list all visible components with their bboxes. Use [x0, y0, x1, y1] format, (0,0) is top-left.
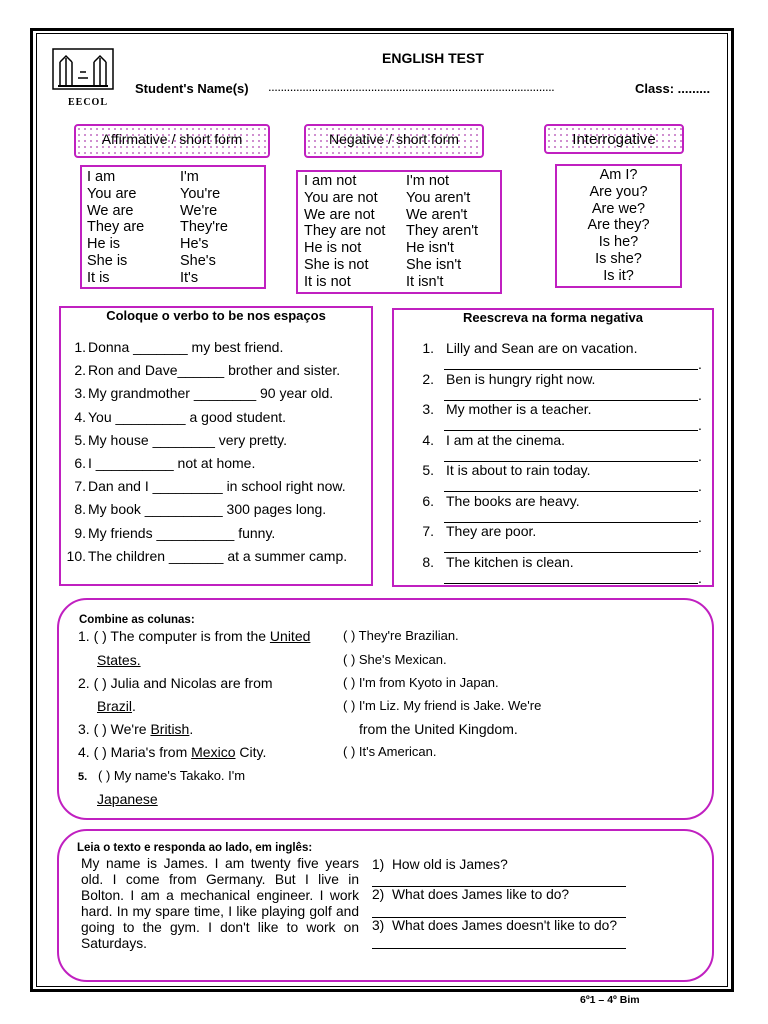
list-item [398, 523, 708, 554]
list-item [62, 362, 368, 385]
item-text: Lilly and Sean are on vacation. [446, 340, 638, 356]
negative-short: We aren't [406, 206, 468, 223]
list-item [62, 385, 368, 408]
item-number: 4. [74, 408, 86, 425]
negative-full: We are not [304, 206, 375, 223]
test-title: ENGLISH TEST [382, 50, 484, 66]
item-number: 7. [74, 478, 86, 495]
item-text: They are poor. [446, 523, 537, 539]
negative-short-column [406, 173, 478, 291]
match-right-item-4-cont: from the United Kingdom. [359, 721, 518, 737]
negative-short: I'm not [406, 173, 450, 189]
match-left-item-3[interactable] [78, 721, 193, 737]
match-title: Combine as colunas: [79, 614, 195, 626]
interrogative-item: Are you? [589, 183, 648, 200]
item-text[interactable]: Donna _______ my best friend. [88, 339, 284, 355]
student-name-field[interactable]: ............................................................................................ [268, 79, 555, 94]
list-item [398, 432, 708, 463]
item-number: 2. [74, 362, 86, 379]
match-left-item-4[interactable] [78, 744, 266, 760]
item-number: 8. [74, 501, 86, 518]
affirmative-short: It's [180, 269, 199, 286]
interrogative-item: Are we? [591, 200, 646, 217]
interrogative-item: Is it? [603, 267, 634, 284]
item-text[interactable]: My friends __________ funny. [88, 524, 276, 541]
negative-short: He isn't [406, 240, 454, 257]
list-item [398, 554, 708, 585]
negative-title: Negative / short form [304, 124, 484, 158]
question-text: What does James like to do? [391, 887, 570, 902]
item-text: Ben is hungry right now. [446, 370, 596, 387]
item-text: The books are heavy. [446, 492, 580, 509]
item-number: 2. [422, 370, 434, 387]
question-number: 2) [372, 887, 385, 902]
country-word: States. [97, 652, 141, 668]
item-text: The kitchen is clean. [446, 553, 574, 570]
interrogative-item: Are they? [587, 217, 650, 234]
negative-short: They aren't [406, 223, 479, 240]
match-right-item-2[interactable]: ( ) She's Mexican. [343, 652, 447, 667]
affirmative-full: She is [87, 252, 128, 269]
item-text[interactable]: You _________ a good student. [88, 408, 287, 425]
item-number: 1. [422, 340, 434, 356]
negative-full: They are not [304, 223, 386, 240]
item-text: I am at the cinema. [446, 431, 566, 448]
affirmative-short-column [180, 169, 228, 287]
verb-to-be-title: Coloque o verbo to be nos espaços [106, 308, 326, 323]
footer-class-term: 6º1 – 4º Bim [580, 994, 640, 1006]
item-text[interactable]: Dan and I _________ in school right now. [88, 478, 346, 495]
negative-rewrite-title: Reescreva na forma negativa [463, 310, 643, 325]
item-text: My mother is a teacher. [446, 401, 592, 417]
end-dot: . [698, 508, 702, 525]
interrogative-item: Is she? [595, 250, 642, 267]
match-left-item-2[interactable] [78, 675, 273, 691]
verb-to-be-list [62, 339, 368, 571]
end-dot: . [698, 356, 702, 372]
match-right-item-3[interactable]: ( ) I'm from Kyoto in Japan. [343, 675, 499, 690]
item-number: 3. [422, 401, 434, 417]
interrogative-item: Is he? [598, 234, 639, 251]
item-text: City. [235, 744, 267, 760]
affirmative-full: He is [87, 236, 121, 253]
list-item [398, 493, 708, 524]
affirmative-title: Affirmative / short form [74, 124, 270, 158]
list-item [62, 548, 368, 571]
match-left-item-5-cont [97, 791, 158, 807]
affirmative-short: She's [180, 252, 216, 269]
question-number: 3) [372, 918, 385, 933]
item-text[interactable]: My grandmother ________ 90 year old. [88, 385, 334, 402]
item-number: 1. [74, 339, 86, 355]
negative-full: He is not [304, 240, 362, 257]
country-word: Brazil [97, 698, 133, 714]
item-number: 8. [422, 553, 434, 570]
negative-full: She is not [304, 256, 369, 273]
affirmative-short: You're [180, 185, 221, 202]
match-left-item-1[interactable] [78, 628, 310, 644]
affirmative-full: It is [87, 269, 110, 286]
interrogative-item: Am I? [599, 167, 638, 183]
list-item [398, 340, 708, 371]
reading-title: Leia o texto e responda ao lado, em inglês: [77, 842, 313, 854]
affirmative-short: I'm [180, 169, 199, 185]
country-word: Mexico [191, 744, 236, 760]
affirmative-full: You are [87, 185, 137, 202]
negative-full: It is not [304, 273, 351, 290]
item-number: 5. [74, 431, 86, 448]
class-field[interactable]: Class: ......... [635, 81, 711, 96]
negative-short: She isn't [406, 256, 462, 273]
negative-full-column [304, 173, 385, 291]
item-number: 10. [66, 547, 86, 564]
match-left-item-2-cont [97, 698, 136, 714]
list-item [398, 401, 708, 432]
school-logo-icon [52, 48, 114, 96]
punctuation: . [132, 698, 136, 714]
end-dot: . [698, 569, 702, 586]
question-text: What does James doesn't like to do? [391, 918, 617, 933]
list-item [62, 501, 368, 524]
end-dot: . [698, 386, 702, 403]
item-text: 4. ( ) Maria's from [78, 744, 192, 760]
item-text[interactable]: My book __________ 300 pages long. [88, 501, 327, 518]
item-number: 4. [422, 431, 434, 448]
affirmative-full-column [87, 169, 144, 287]
interrogative-column [555, 167, 682, 285]
affirmative-full: They are [87, 219, 145, 236]
end-dot: . [698, 417, 702, 433]
negative-full: You are not [304, 189, 378, 206]
end-dot: . [698, 539, 702, 555]
item-number: 9. [74, 524, 86, 541]
punctuation: . [189, 721, 194, 737]
country-word: Japanese [97, 791, 158, 807]
question [372, 857, 508, 872]
item-number: 6. [74, 454, 86, 471]
list-item [62, 478, 368, 501]
item-number: 5. [422, 462, 434, 478]
negative-short: It isn't [406, 273, 444, 290]
item-number: 6. [422, 492, 434, 509]
end-dot: . [698, 478, 702, 494]
item-text[interactable]: The children _______ at a summer camp. [88, 547, 348, 564]
answer-line[interactable] [444, 583, 698, 584]
item-text: 1. ( ) The computer is from the [78, 628, 270, 644]
item-number: 3. [74, 385, 86, 402]
match-left-item-1-cont [97, 652, 141, 668]
question [372, 918, 617, 933]
reading-text: My name is James. I am twenty five years old. I come from Germany. But I live in Bolton. I am a mechanical engineer. I work hard. In my spare time, I like playing golf and going to the gym. I don't like to work on Saturdays. [81, 856, 359, 951]
item-text: 2. ( ) Julia and Nicolas are from [78, 675, 273, 691]
negative-short: You aren't [406, 189, 471, 206]
list-item [62, 455, 368, 478]
affirmative-short: They're [180, 219, 228, 236]
match-left-item-5[interactable] [78, 768, 245, 783]
answer-line[interactable] [372, 948, 626, 949]
item-text: 3. ( ) We're [78, 721, 151, 737]
student-name-label: Student's Name(s) [135, 81, 249, 96]
affirmative-short: We're [180, 202, 218, 219]
affirmative-full: We are [87, 202, 134, 219]
item-text[interactable]: Ron and Dave______ brother and sister. [88, 362, 341, 379]
question-number: 1) [372, 857, 385, 872]
school-logo [52, 48, 114, 96]
list-item [62, 432, 368, 455]
country-word: British [150, 721, 190, 737]
match-right-item-4[interactable]: ( ) I'm Liz. My friend is Jake. We're [343, 698, 542, 713]
item-number: 7. [422, 523, 434, 539]
negative-rewrite-list [398, 340, 708, 584]
list-item [62, 339, 368, 362]
school-name: EECOL [68, 97, 109, 108]
question-text: How old is James? [391, 857, 508, 872]
interrogative-title: Interrogative [544, 124, 684, 154]
item-text[interactable]: My house ________ very pretty. [88, 431, 287, 448]
item-text: It is about to rain today. [446, 462, 591, 478]
country-word: United [269, 628, 311, 644]
list-item [62, 525, 368, 548]
end-dot: . [698, 447, 702, 464]
match-right-item-5[interactable]: ( ) It's American. [343, 744, 437, 759]
question [372, 887, 569, 902]
item-number: 5. [78, 771, 88, 783]
affirmative-short: He's [180, 236, 209, 253]
negative-full: I am not [304, 173, 357, 189]
list-item [398, 371, 708, 402]
item-text[interactable]: I __________ not at home. [88, 454, 256, 471]
item-text: ( ) My name's Takako. I'm [98, 768, 246, 783]
list-item [62, 409, 368, 432]
affirmative-full: I am [87, 169, 116, 185]
match-right-item-1[interactable]: ( ) They're Brazilian. [343, 628, 459, 643]
list-item [398, 462, 708, 493]
